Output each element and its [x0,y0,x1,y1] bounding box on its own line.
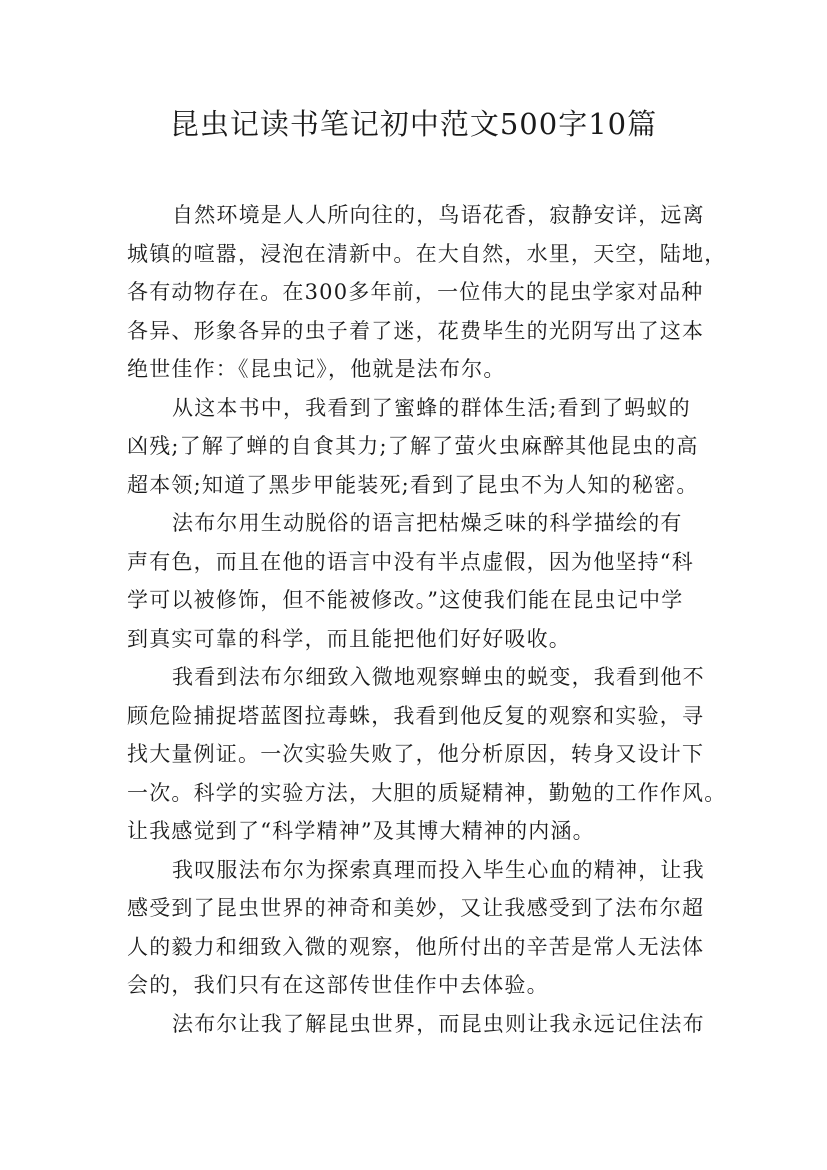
body-text-line: 感受到了昆虫世界的神奇和美妙，又让我感受到了法布尔超 [127,896,705,920]
body-text-line: 各有动物存在。在300多年前，一位伟大的昆虫学家对品种 [127,280,704,304]
body-text-line: 法布尔让我了解昆虫世界，而昆虫则让我永远记住法布 [172,1011,705,1036]
body-text-line: 城镇的喧嚣，浸泡在清新中。在大自然，水里，天空，陆地， [127,241,727,266]
body-text-line: 人的毅力和细致入微的观察，他所付出的辛苦是常人无法体 [127,934,705,959]
body-text-line: 一次。科学的实验方法，大胆的质疑精神，勤勉的工作作风。 [127,780,727,805]
body-text-line: 凶残;了解了蝉的自食其力;了解了萤火虫麻醉其他昆虫的高 [127,434,699,458]
body-text-line: 找大量例证。一次实验失败了，他分析原因，转身又设计下 [127,742,705,766]
body-text-line: 到真实可靠的科学，而且能把他们好好吸收。 [127,626,571,651]
body-text-line: 我看到法布尔细致入微地观察蝉虫的蜕变，我看到他不 [172,665,705,689]
body-text-line: 学可以被修饰，但不能被修改。”这使我们能在昆虫记中学 [127,588,684,612]
body-text-line: 声有色，而且在他的语言中没有半点虚假，因为他坚持“科 [127,549,694,574]
body-text-line: 我叹服法布尔为探索真理而投入毕生心血的精神，让我 [172,857,705,882]
body-text-line: 法布尔用生动脱俗的语言把枯燥乏味的科学描绘的有 [172,511,683,535]
body-text-line: 从这本书中，我看到了蜜蜂的群体生活;看到了蚂蚁的 [172,395,691,420]
document-title: 昆虫记读书笔记初中范文500字10篇 [169,107,658,141]
body-text-line: 各异、形象各异的虫子着了迷，花费毕生的光阴写出了这本 [127,318,705,343]
body-text-line: 自然环境是人人所向往的，鸟语花香，寂静安详，远离 [172,203,705,227]
body-text-line: 超本领;知道了黑步甲能装死;看到了昆虫不为人知的秘密。 [127,472,699,497]
body-text-line: 绝世佳作：《昆虫记》，他就是法布尔。 [127,357,506,381]
body-text-line: 会的，我们只有在这部传世佳作中去体验。 [127,973,549,997]
body-text-line: 让我感觉到了“科学精神”及其博大精神的内涵。 [127,819,595,843]
document-body [127,196,727,1043]
body-text-line: 顾危险捕捉塔蓝图拉毒蛛，我看到他反复的观察和实验，寻 [127,703,705,728]
